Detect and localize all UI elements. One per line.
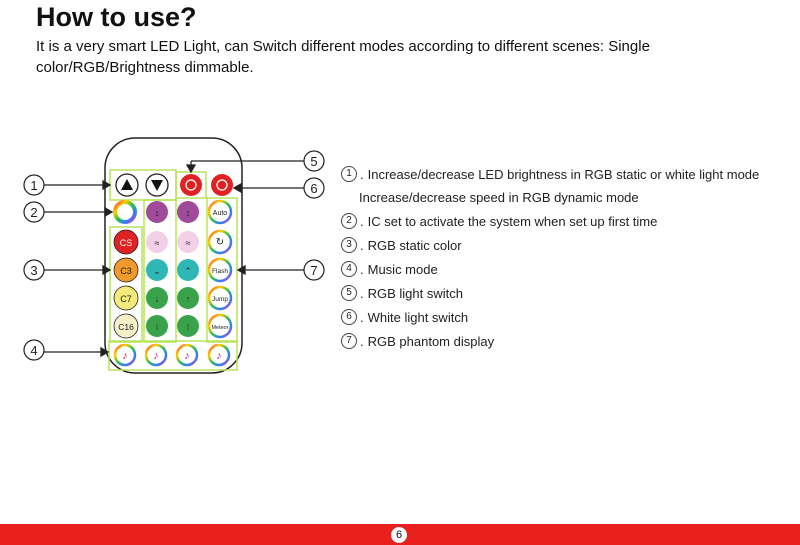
intro-paragraph: It is a very smart LED Light, can Switch different modes according to different scenes: Single color/RGB/Brightness dimmable. bbox=[36, 38, 650, 76]
auto-label: Auto bbox=[212, 210, 228, 217]
mode-c7-button bbox=[114, 286, 138, 310]
legend-text: Increase/decrease LED brightness in RGB static or white light mode bbox=[367, 166, 760, 182]
legend-item-7: 7 . RGB phantom display bbox=[341, 333, 494, 349]
callout-3: 3 bbox=[30, 263, 38, 278]
mode-c3-button bbox=[114, 258, 138, 282]
svg-text:♪: ♪ bbox=[153, 350, 159, 362]
legend-item-4: 4 . Music mode bbox=[341, 261, 438, 277]
mode-c16-label: C16 bbox=[118, 322, 134, 332]
callout-2: 2 bbox=[30, 205, 38, 220]
brightness-up-button bbox=[116, 174, 138, 196]
legend-item-5: 5 . RGB light switch bbox=[341, 285, 463, 301]
svg-text:⌄: ⌄ bbox=[153, 266, 161, 276]
svg-text:↕: ↕ bbox=[154, 208, 160, 218]
legend-text: RGB static color bbox=[367, 237, 462, 253]
mode-cs-label: CS bbox=[119, 238, 133, 248]
svg-text:↕: ↕ bbox=[185, 208, 191, 218]
legend-text: RGB light switch bbox=[367, 285, 463, 301]
legend-number: 4 bbox=[341, 261, 357, 277]
svg-text:♪: ♪ bbox=[122, 350, 128, 362]
svg-text:♪: ♪ bbox=[184, 350, 190, 362]
legend-text: Music mode bbox=[367, 261, 438, 277]
callout-4: 4 bbox=[30, 343, 38, 358]
white-power-button bbox=[211, 174, 233, 196]
legend-item-3: 3 . RGB static color bbox=[341, 237, 462, 253]
legend-item-2: 2 . IC set to activate the system when set up first time bbox=[341, 213, 657, 229]
svg-text:⌃: ⌃ bbox=[184, 266, 192, 276]
callout-7: 7 bbox=[310, 263, 318, 278]
legend-number: 6 bbox=[341, 309, 357, 325]
legend-number: 5 bbox=[341, 285, 357, 301]
brightness-down-button bbox=[146, 174, 168, 196]
mode-cs-button bbox=[114, 230, 138, 254]
jump-label: Jump bbox=[212, 296, 228, 303]
legend-item-6: 6 . White light switch bbox=[341, 309, 468, 325]
page-title: How to use? bbox=[36, 2, 197, 32]
flash-label: Flash bbox=[212, 268, 228, 275]
svg-text:↓: ↓ bbox=[154, 294, 160, 304]
svg-text:♪: ♪ bbox=[216, 350, 222, 362]
callout-1: 1 bbox=[30, 178, 38, 193]
callout-6: 6 bbox=[310, 181, 318, 196]
legend-text: IC set to activate the system when set up first time bbox=[367, 213, 658, 229]
legend-text: White light switch bbox=[367, 309, 469, 325]
mode-c3-label: C3 bbox=[120, 266, 132, 276]
rgb-power-button bbox=[180, 174, 202, 196]
svg-text:⁝: ⁝ bbox=[155, 322, 159, 332]
legend-number: 3 bbox=[341, 237, 357, 253]
svg-text:↑: ↑ bbox=[185, 294, 191, 304]
legend-number: 2 bbox=[341, 213, 357, 229]
legend-item-1: 1 . Increase/decrease LED brightness in RGB static or white light mode bbox=[341, 166, 759, 182]
legend-item-1-continued: Increase/decrease speed in RGB dynamic mode bbox=[359, 190, 639, 205]
page-number: 6 bbox=[391, 527, 407, 543]
svg-text:≈: ≈ bbox=[185, 238, 191, 248]
meteor-label: Meteor bbox=[211, 325, 229, 331]
mode-c16-button bbox=[114, 314, 138, 338]
mode-c7-label: C7 bbox=[120, 294, 132, 304]
svg-text:≈: ≈ bbox=[154, 238, 160, 248]
callout-5: 5 bbox=[310, 154, 318, 169]
svg-text:⁝: ⁝ bbox=[186, 322, 190, 332]
legend-number: 7 bbox=[341, 333, 357, 349]
legend-number: 1 bbox=[341, 166, 357, 182]
legend-text: RGB phantom display bbox=[367, 333, 495, 349]
cycle-icon: ↻ bbox=[215, 237, 225, 248]
